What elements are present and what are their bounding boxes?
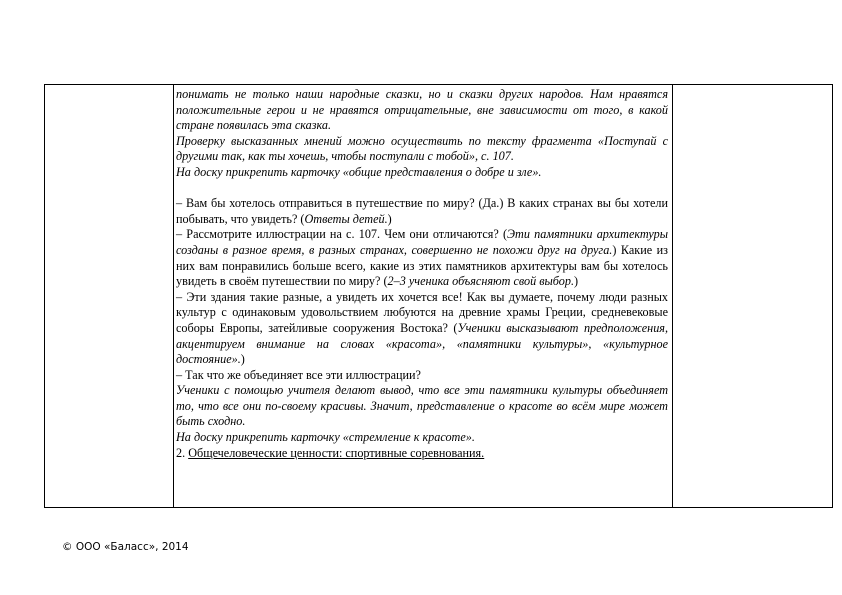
paragraph-intro: понимать не только наши народные сказки, но и сказки других народов. Нам нравятся положительные герои и не нравятся отрицательные, вне зависимости от того, в какой стране появилась эта сказка. xyxy=(176,87,668,133)
paragraph-card-beauty: На доску прикрепить карточку «стремление к красоте». xyxy=(176,430,475,445)
lesson-content-cell xyxy=(176,87,668,461)
question-cultures: – Эти здания такие разные, а увидеть их хочется все! Как вы думаете, почему люди разных культур с одинаковым удовольствием любуются на древние храмы Греции, средневековые соборы Европы, затейливые сооружения Востока? (Ученики высказывают предположения, акцентируем внимание на словах «красота», «памятники культуры», «культурное достояние».) xyxy=(176,289,668,367)
question-illustrations: – Рассмотрите иллюстрации на с. 107. Чем они отличаются? (Эти памятники архитектуры созданы в разное время, в разных странах, совершенно не похожи друг на друга.) Какие из них вам понравились больше всего, какие из этих памятников архитектуры вам бы хотелось увидеть в своём путешествии по миру? (2–3 ученика объясняют свой выбор.) xyxy=(176,227,668,289)
section-heading: 2. Общечеловеческие ценности: спортивные соревнования. xyxy=(176,445,485,460)
column-divider-right xyxy=(672,85,673,507)
paragraph-card-good-evil: На доску прикрепить карточку «общие представления о добре и зле». xyxy=(176,164,542,179)
question-unites: – Так что же объединяет все эти иллюстрации? xyxy=(176,367,421,382)
paragraph-conclusion: Ученики с помощью учителя делают вывод, что все эти памятники культуры объединяет то, что все они по-своему красивы. Значит, представление о красоте во всём мире может быть сходно. xyxy=(176,383,668,429)
spacer xyxy=(176,181,668,197)
question-travel: – Вам бы хотелось отправиться в путешествие по миру? (Да.) В каких странах вы бы хотели побывать, что увидеть? (Ответы детей.) xyxy=(176,196,668,226)
copyright-footer: © ООО «Баласс», 2014 xyxy=(62,541,189,553)
column-divider-left xyxy=(173,85,174,507)
paragraph-verification: Проверку высказанных мнений можно осуществить по тексту фрагмента «Поступай с другими так, как ты хочешь, чтобы поступали с тобой», с. 107. xyxy=(176,133,668,164)
lesson-table xyxy=(44,84,833,508)
